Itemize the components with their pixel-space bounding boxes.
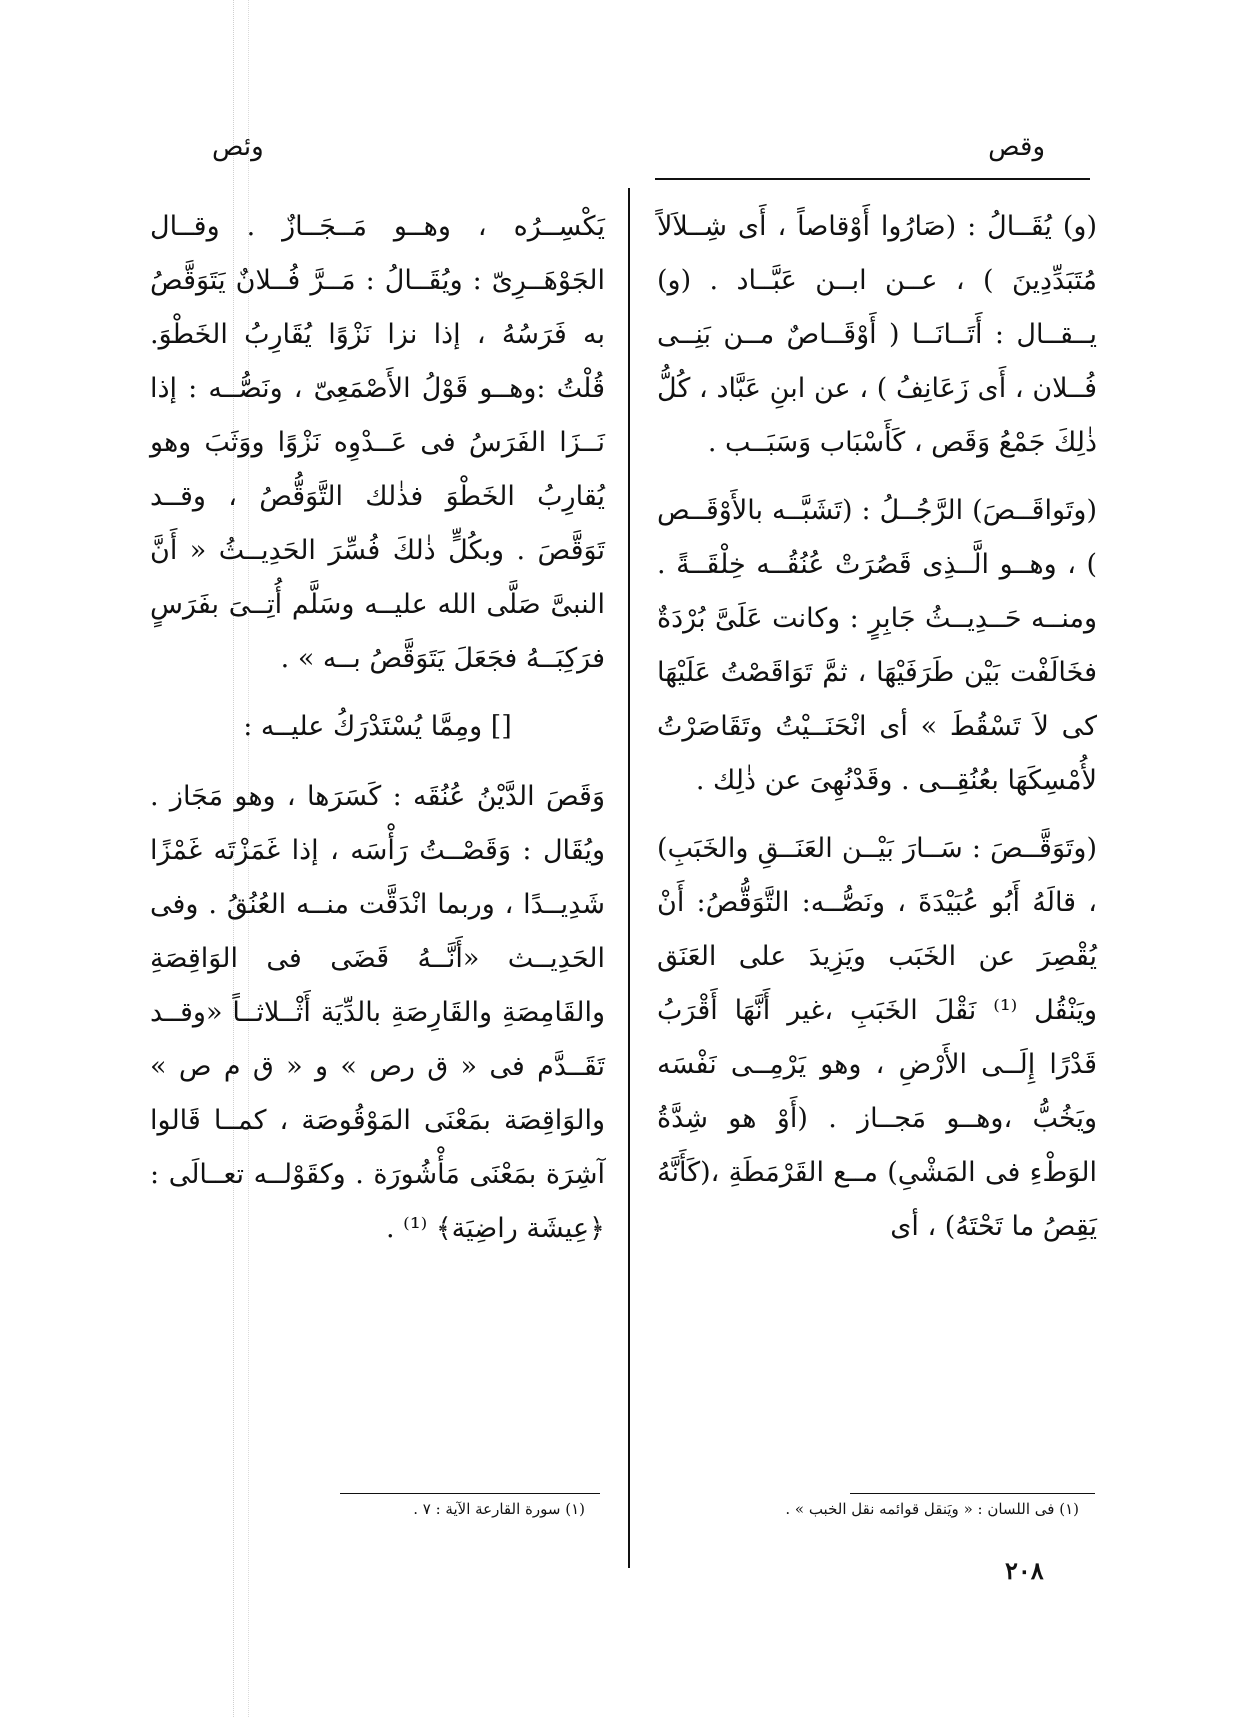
right-column: [657, 200, 1097, 1268]
header-keyword-left: وئص: [212, 132, 264, 162]
page-number: ٢٠٨: [1005, 1556, 1044, 1585]
right-paragraph-3: (وتَوَقَّــصَ : سَــارَ بَيْــن العَنَــقِ والخَبَبِ) ، قالَهُ أَبُو عُبَيْدَةَ ، ونَصُّــه: التَّوَقُّصُ: أَنْ يُقْصِرَ عن الخَبَب ويَزِيدَ على العَنَق ويَنْقُل ⁽¹⁾ نَقْلَ الخَبَبِ ،غير أَنَّهَا أَقْرَبُ قَدْرًا إِلَــى الأَرْضِ ، وهو يَرْمِــى نَفْسَه ويَخُبُّ ،وهــو مَجــاز . (أَوْ هو شِدَّةُ الوَطْءِ فى المَشْىِ) مــع القَرْمَطَةِ ،(كَأَنَّهُ يَقِصُ ما تَحْتَهُ) ، أى: [657, 833, 1097, 1242]
right-paragraph-1: (و) يُقَــالُ : (صَارُوا أَوْقاصاً ، أَى شِــلاَلاً مُتَبَدِّدِينَ ) ، عــن ابــن عَبَّــاد . (و) يــقــال : أَتَــانَــا ( أَوْقَــاصٌ مــن بَنِــى فُــلان ، أَى زَعَانِفُ ) ، عن ابنِ عَبَّاد ، كُلُّ ذٰلِكَ جَمْعُ وَقَص ، كَأَسْبَاب وَسَبَــب .: [657, 211, 1097, 458]
left-paragraph-1: يَكْسِــرُه ، وهــو مَــجَــازٌ . وقــال الجَوْهَــرِىّ : ويُقَــالُ : مَــرَّ فُــلانٌ يَتَوَقَّصُ به فَرَسُهُ ، إذا نزا نَزْوًا يُقَارِبُ الخَطْوَ. قُلْتُ :وهــو قَوْلُ الأَصْمَعِىّ ، ونَصُّــه : إذا نَــزَا الفَرَسُ فى عَــدْوِه نَزْوًا ووَثَبَ وهو يُقارِبُ الخَطْوَ فذٰلك التَّوَقُّصُ ، وقــد تَوَقَّصَ . وبكُلٍّ ذٰلكَ فُسِّرَ الحَدِيــثُ « أَنَّ النبىَّ صَلَّى الله عليــه وسَلَّم أُتِــىَ بفَرَسٍ فرَكِبَــهُ فجَعَلَ يَتَوَقَّصُ بــه » .: [150, 211, 605, 674]
footnote-rule-left: [340, 1493, 600, 1494]
column-divider: [628, 188, 630, 1568]
footnote-left: (١) سورة القارعة الآية : ٧ .: [413, 1500, 585, 1518]
left-column: [150, 200, 605, 1270]
footnote-right: (١) فى اللسان : « ويَنقل قوائمه نقل الخبب » .: [785, 1500, 1079, 1518]
right-paragraph-2: (وتَواقَــصَ) الرَّجُــلُ : (تَشَبَّــه بالأَوْقَــص ) ، وهــو الَّــذِى قَصُرَتْ عُنُقُــه خِلْقَــةً . ومنــه حَــدِيــثُ جَابِرٍ : وكانت عَلَىَّ بُرْدَةٌ فخَالَفْت بَيْن طَرَفَيْهَا ، ثمَّ تَوَاقَصْتُ عَلَيْهَا كى لاَ تَسْقُطَ » أى انْحَنَــيْتُ وتَقَاصَرْتُ لأُمْسِكَهَا بعُنُقِــى . وقَدْنُهِىَ عن ذٰلِك .: [657, 495, 1097, 796]
left-section-heading: [] ومِمَّا يُسْتَدْرَكُ عليــه :: [243, 711, 512, 742]
header-keyword-right: وقص: [988, 132, 1045, 162]
header-rule: [655, 178, 1090, 180]
footnote-rule-right: [850, 1493, 1095, 1494]
left-paragraph-2: وَقَصَ الدَّيْنُ عُنُقَه : كَسَرَها ، وهو مَجَاز . ويُقَال : وَقَصْــتُ رَأْسَه ، إذا غَمَزْتَه غَمْزًا شَدِيــدًا ، وربما انْدَقَّت منــه العُنُقُ . وفى الحَدِيــث «أَنَّــهُ قَضَى فى الوَاقِصَةِ والقَامِصَةِ والقَارِصَةِ بالدِّيَة أَثْــلاثــاً «وقــد تَقَــدَّم فى « ق رص » و « ق م ص » والوَاقِصَة بمَعْنَى المَوْقُوصَة ، كمــا قَالوا آشِرَة بمَعْنَى مَأْشُورَة . وكقَوْلــه تعــالَى : ﴿عِيشَة راضِيَة﴾ ⁽¹⁾ .: [150, 781, 605, 1244]
